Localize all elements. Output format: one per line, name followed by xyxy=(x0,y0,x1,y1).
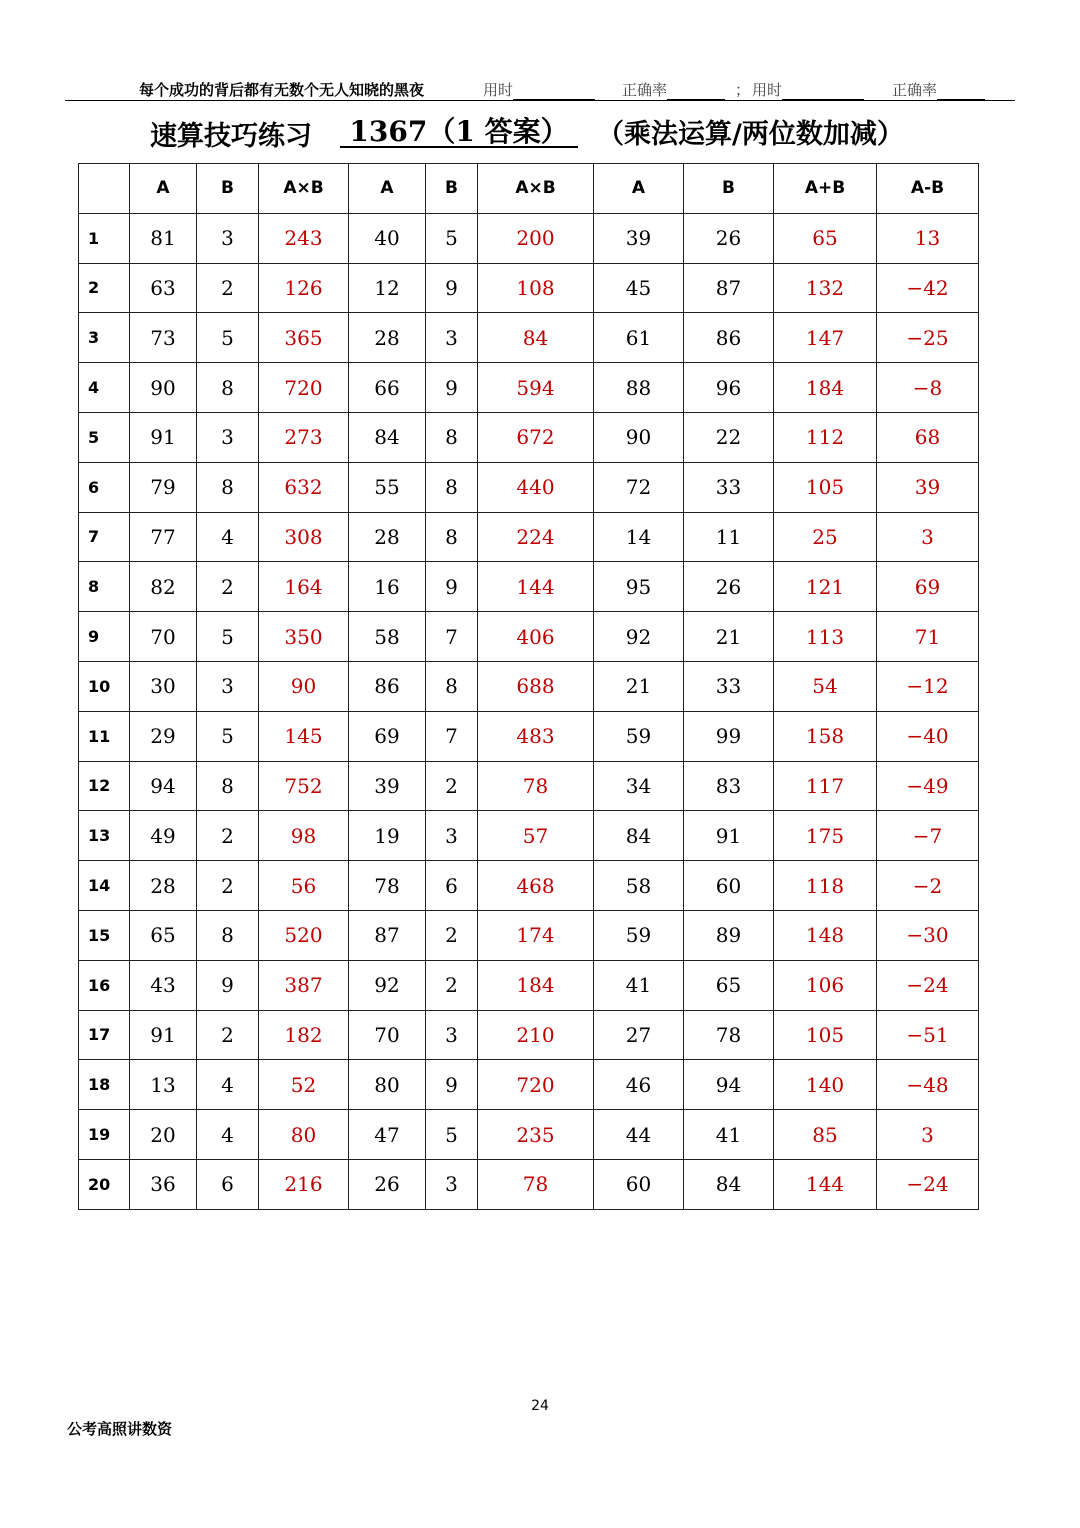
operand-cell: 5 xyxy=(426,1110,478,1160)
answer-cell: 164 xyxy=(259,562,349,612)
row-index: 9 xyxy=(79,612,130,662)
answer-cell: 632 xyxy=(259,462,349,512)
answer-cell: 483 xyxy=(478,711,594,761)
row-index: 20 xyxy=(79,1159,130,1209)
operand-cell: 8 xyxy=(426,412,478,462)
operand-cell: 87 xyxy=(684,263,774,313)
operand-cell: 28 xyxy=(349,313,426,363)
answer-cell: 126 xyxy=(259,263,349,313)
operand-cell: 39 xyxy=(594,213,684,263)
operand-cell: 60 xyxy=(684,861,774,911)
operand-cell: 3 xyxy=(426,1010,478,1060)
operand-cell: 91 xyxy=(130,412,197,462)
answer-cell: −49 xyxy=(877,761,979,811)
answer-cell: 148 xyxy=(774,910,877,960)
operand-cell: 90 xyxy=(130,363,197,413)
accuracy-field-1 xyxy=(622,79,725,100)
operand-cell: 86 xyxy=(684,313,774,363)
operand-cell: 36 xyxy=(130,1159,197,1209)
operand-cell: 45 xyxy=(594,263,684,313)
answer-cell: 57 xyxy=(478,811,594,861)
time-label-1: 用时 xyxy=(483,81,514,99)
operand-cell: 8 xyxy=(426,661,478,711)
operand-cell: 9 xyxy=(426,1060,478,1110)
accuracy-field-2 xyxy=(892,79,985,100)
row-index: 3 xyxy=(79,313,130,363)
operand-cell: 2 xyxy=(197,861,259,911)
operand-cell: 81 xyxy=(130,213,197,263)
answer-cell: −30 xyxy=(877,910,979,960)
header-rule xyxy=(65,100,1015,101)
accuracy-blank-2[interactable] xyxy=(937,85,985,100)
operand-cell: 2 xyxy=(197,1010,259,1060)
operand-cell: 73 xyxy=(130,313,197,363)
operand-cell: 63 xyxy=(130,263,197,313)
time-blank-1[interactable] xyxy=(513,85,595,100)
answer-cell: 105 xyxy=(774,1010,877,1060)
operand-cell: 39 xyxy=(349,761,426,811)
table-row xyxy=(79,1060,979,1110)
answer-cell: 113 xyxy=(774,612,877,662)
operand-cell: 65 xyxy=(130,910,197,960)
operand-cell: 96 xyxy=(684,363,774,413)
answer-cell: 65 xyxy=(774,213,877,263)
operand-cell: 14 xyxy=(594,512,684,562)
operand-cell: 8 xyxy=(426,462,478,512)
operand-cell: 8 xyxy=(197,462,259,512)
operand-cell: 2 xyxy=(426,761,478,811)
answer-cell: 90 xyxy=(259,661,349,711)
table-body xyxy=(79,213,979,1209)
row-index: 11 xyxy=(79,711,130,761)
answer-cell: 98 xyxy=(259,811,349,861)
answer-cell: 147 xyxy=(774,313,877,363)
row-index: 16 xyxy=(79,960,130,1010)
title-row xyxy=(150,110,970,154)
answer-cell: 175 xyxy=(774,811,877,861)
accuracy-label-2: 正确率 xyxy=(892,81,938,99)
answer-cell: 39 xyxy=(877,462,979,512)
accuracy-blank-1[interactable] xyxy=(667,85,725,100)
operand-cell: 61 xyxy=(594,313,684,363)
answer-cell: 365 xyxy=(259,313,349,363)
table-row xyxy=(79,811,979,861)
answer-cell: 235 xyxy=(478,1110,594,1160)
answer-cell: 25 xyxy=(774,512,877,562)
answer-cell: 468 xyxy=(478,861,594,911)
answer-cell: 182 xyxy=(259,1010,349,1060)
row-index: 2 xyxy=(79,263,130,313)
answer-cell: 273 xyxy=(259,412,349,462)
operand-cell: 47 xyxy=(349,1110,426,1160)
operand-cell: 2 xyxy=(197,263,259,313)
accuracy-label-1: 正确率 xyxy=(622,81,668,99)
answer-cell: 210 xyxy=(478,1010,594,1060)
answer-cell: 78 xyxy=(478,761,594,811)
answer-cell: 672 xyxy=(478,412,594,462)
table-row xyxy=(79,462,979,512)
operand-cell: 28 xyxy=(349,512,426,562)
operand-cell: 70 xyxy=(349,1010,426,1060)
operand-cell: 59 xyxy=(594,711,684,761)
operand-cell: 99 xyxy=(684,711,774,761)
answer-cell: 350 xyxy=(259,612,349,662)
answer-cell: 69 xyxy=(877,562,979,612)
operand-cell: 91 xyxy=(130,1010,197,1060)
table-header-row xyxy=(79,164,979,214)
operand-cell: 84 xyxy=(349,412,426,462)
row-index: 10 xyxy=(79,661,130,711)
operand-cell: 44 xyxy=(594,1110,684,1160)
column-header: A xyxy=(349,164,426,214)
table-row xyxy=(79,761,979,811)
operand-cell: 84 xyxy=(684,1159,774,1209)
row-index: 4 xyxy=(79,363,130,413)
answer-table xyxy=(78,163,979,1210)
time-field-1 xyxy=(483,79,595,100)
header-line xyxy=(65,75,1015,101)
answer-cell: −12 xyxy=(877,661,979,711)
table-row xyxy=(79,213,979,263)
operand-cell: 89 xyxy=(684,910,774,960)
answer-cell: 3 xyxy=(877,1110,979,1160)
table-row xyxy=(79,711,979,761)
operand-cell: 65 xyxy=(684,960,774,1010)
answer-cell: 174 xyxy=(478,910,594,960)
operand-cell: 33 xyxy=(684,661,774,711)
operand-cell: 6 xyxy=(426,861,478,911)
answer-cell: 84 xyxy=(478,313,594,363)
answer-cell: 224 xyxy=(478,512,594,562)
operand-cell: 2 xyxy=(426,960,478,1010)
answer-cell: 440 xyxy=(478,462,594,512)
operand-cell: 21 xyxy=(594,661,684,711)
operand-cell: 11 xyxy=(684,512,774,562)
answer-cell: 200 xyxy=(478,213,594,263)
answer-cell: 184 xyxy=(774,363,877,413)
answer-cell: 406 xyxy=(478,612,594,662)
operand-cell: 58 xyxy=(349,612,426,662)
operand-cell: 5 xyxy=(197,711,259,761)
answer-cell: 3 xyxy=(877,512,979,562)
operand-cell: 88 xyxy=(594,363,684,413)
operand-cell: 4 xyxy=(197,512,259,562)
operand-cell: 5 xyxy=(197,612,259,662)
table-row xyxy=(79,1110,979,1160)
operand-cell: 92 xyxy=(349,960,426,1010)
answer-cell: 688 xyxy=(478,661,594,711)
answer-cell: −24 xyxy=(877,960,979,1010)
answer-cell: −2 xyxy=(877,861,979,911)
answer-cell: −48 xyxy=(877,1060,979,1110)
row-index: 1 xyxy=(79,213,130,263)
time-label-2: 用时 xyxy=(752,81,783,99)
operand-cell: 78 xyxy=(349,861,426,911)
operand-cell: 21 xyxy=(684,612,774,662)
operand-cell: 84 xyxy=(594,811,684,861)
time-blank-2[interactable] xyxy=(782,85,864,100)
operand-cell: 8 xyxy=(197,910,259,960)
table-row xyxy=(79,1010,979,1060)
operand-cell: 7 xyxy=(426,612,478,662)
operand-cell: 79 xyxy=(130,462,197,512)
operand-cell: 26 xyxy=(349,1159,426,1209)
operand-cell: 4 xyxy=(197,1110,259,1160)
answer-cell: 158 xyxy=(774,711,877,761)
row-index: 13 xyxy=(79,811,130,861)
answer-cell: 13 xyxy=(877,213,979,263)
operand-cell: 58 xyxy=(594,861,684,911)
operand-cell: 90 xyxy=(594,412,684,462)
table-row xyxy=(79,910,979,960)
answer-cell: 71 xyxy=(877,612,979,662)
operand-cell: 26 xyxy=(684,562,774,612)
operand-cell: 27 xyxy=(594,1010,684,1060)
table-row xyxy=(79,960,979,1010)
row-index: 7 xyxy=(79,512,130,562)
time-field-2 xyxy=(752,79,864,100)
operand-cell: 41 xyxy=(594,960,684,1010)
operand-cell: 66 xyxy=(349,363,426,413)
operand-cell: 13 xyxy=(130,1060,197,1110)
answer-cell: 78 xyxy=(478,1159,594,1209)
operand-cell: 6 xyxy=(197,1159,259,1209)
operand-cell: 72 xyxy=(594,462,684,512)
answer-cell: 184 xyxy=(478,960,594,1010)
column-header: A+B xyxy=(774,164,877,214)
operand-cell: 16 xyxy=(349,562,426,612)
answer-cell: 106 xyxy=(774,960,877,1010)
table-row xyxy=(79,1159,979,1209)
title-subtitle: （乘法运算/两位数加减） xyxy=(597,119,904,150)
answer-cell: −42 xyxy=(877,263,979,313)
row-index: 17 xyxy=(79,1010,130,1060)
operand-cell: 78 xyxy=(684,1010,774,1060)
column-header: A-B xyxy=(877,164,979,214)
operand-cell: 3 xyxy=(426,313,478,363)
row-index: 14 xyxy=(79,861,130,911)
operand-cell: 49 xyxy=(130,811,197,861)
operand-cell: 3 xyxy=(426,1159,478,1209)
operand-cell: 69 xyxy=(349,711,426,761)
table-row xyxy=(79,512,979,562)
answer-cell: 140 xyxy=(774,1060,877,1110)
operand-cell: 94 xyxy=(684,1060,774,1110)
table-row xyxy=(79,363,979,413)
answer-cell: 132 xyxy=(774,263,877,313)
operand-cell: 30 xyxy=(130,661,197,711)
answer-cell: 243 xyxy=(259,213,349,263)
footer-source: 公考高照讲数资 xyxy=(67,1420,173,1438)
operand-cell: 5 xyxy=(197,313,259,363)
answer-cell: 720 xyxy=(478,1060,594,1110)
page-number: 24 xyxy=(531,1398,549,1414)
row-index: 8 xyxy=(79,562,130,612)
answer-cell: 720 xyxy=(259,363,349,413)
operand-cell: 22 xyxy=(684,412,774,462)
operand-cell: 77 xyxy=(130,512,197,562)
operand-cell: 43 xyxy=(130,960,197,1010)
answer-cell: −51 xyxy=(877,1010,979,1060)
answer-cell: 68 xyxy=(877,412,979,462)
separator: ； xyxy=(735,81,751,99)
operand-cell: 12 xyxy=(349,263,426,313)
answer-cell: 121 xyxy=(774,562,877,612)
table-row xyxy=(79,612,979,662)
column-header: A xyxy=(130,164,197,214)
operand-cell: 83 xyxy=(684,761,774,811)
column-header: A xyxy=(594,164,684,214)
answer-cell: 108 xyxy=(478,263,594,313)
operand-cell: 3 xyxy=(426,811,478,861)
answer-cell: 52 xyxy=(259,1060,349,1110)
operand-cell: 55 xyxy=(349,462,426,512)
row-index: 6 xyxy=(79,462,130,512)
column-header: B xyxy=(684,164,774,214)
operand-cell: 9 xyxy=(426,363,478,413)
operand-cell: 33 xyxy=(684,462,774,512)
column-header: B xyxy=(426,164,478,214)
table-row xyxy=(79,263,979,313)
answer-cell: 85 xyxy=(774,1110,877,1160)
answer-cell: 520 xyxy=(259,910,349,960)
operand-cell: 4 xyxy=(197,1060,259,1110)
row-index: 19 xyxy=(79,1110,130,1160)
operand-cell: 94 xyxy=(130,761,197,811)
operand-cell: 9 xyxy=(426,263,478,313)
operand-cell: 86 xyxy=(349,661,426,711)
table-row xyxy=(79,861,979,911)
operand-cell: 5 xyxy=(426,213,478,263)
answer-cell: 117 xyxy=(774,761,877,811)
answer-cell: 216 xyxy=(259,1159,349,1209)
operand-cell: 3 xyxy=(197,412,259,462)
answer-cell: −8 xyxy=(877,363,979,413)
answer-cell: 56 xyxy=(259,861,349,911)
answer-cell: 144 xyxy=(478,562,594,612)
operand-cell: 20 xyxy=(130,1110,197,1160)
table-row xyxy=(79,661,979,711)
answer-cell: 594 xyxy=(478,363,594,413)
title-number: 1367（1 答案） xyxy=(340,110,578,148)
answer-cell: 145 xyxy=(259,711,349,761)
answer-cell: 54 xyxy=(774,661,877,711)
operand-cell: 59 xyxy=(594,910,684,960)
row-index: 15 xyxy=(79,910,130,960)
title-main: 速算技巧练习 xyxy=(150,121,312,152)
operand-cell: 41 xyxy=(684,1110,774,1160)
answer-cell: 308 xyxy=(259,512,349,562)
operand-cell: 95 xyxy=(594,562,684,612)
answer-cell: −7 xyxy=(877,811,979,861)
operand-cell: 91 xyxy=(684,811,774,861)
answer-cell: −40 xyxy=(877,711,979,761)
operand-cell: 9 xyxy=(197,960,259,1010)
answer-cell: −25 xyxy=(877,313,979,363)
answer-cell: 752 xyxy=(259,761,349,811)
operand-cell: 70 xyxy=(130,612,197,662)
operand-cell: 34 xyxy=(594,761,684,811)
operand-cell: 80 xyxy=(349,1060,426,1110)
operand-cell: 8 xyxy=(426,512,478,562)
operand-cell: 92 xyxy=(594,612,684,662)
operand-cell: 8 xyxy=(197,761,259,811)
operand-cell: 3 xyxy=(197,213,259,263)
operand-cell: 82 xyxy=(130,562,197,612)
answer-cell: 387 xyxy=(259,960,349,1010)
operand-cell: 2 xyxy=(426,910,478,960)
column-header: B xyxy=(197,164,259,214)
table-row xyxy=(79,313,979,363)
operand-cell: 40 xyxy=(349,213,426,263)
operand-cell: 28 xyxy=(130,861,197,911)
row-index: 12 xyxy=(79,761,130,811)
answer-cell: −24 xyxy=(877,1159,979,1209)
column-header: A×B xyxy=(259,164,349,214)
operand-cell: 3 xyxy=(197,661,259,711)
answer-cell: 118 xyxy=(774,861,877,911)
operand-cell: 2 xyxy=(197,811,259,861)
table-row xyxy=(79,562,979,612)
answer-cell: 105 xyxy=(774,462,877,512)
answer-cell: 80 xyxy=(259,1110,349,1160)
column-header xyxy=(79,164,130,214)
row-index: 18 xyxy=(79,1060,130,1110)
operand-cell: 2 xyxy=(197,562,259,612)
operand-cell: 46 xyxy=(594,1060,684,1110)
operand-cell: 26 xyxy=(684,213,774,263)
table-row xyxy=(79,412,979,462)
answer-cell: 112 xyxy=(774,412,877,462)
column-header: A×B xyxy=(478,164,594,214)
operand-cell: 87 xyxy=(349,910,426,960)
operand-cell: 60 xyxy=(594,1159,684,1209)
answer-cell: 144 xyxy=(774,1159,877,1209)
row-index: 5 xyxy=(79,412,130,462)
operand-cell: 19 xyxy=(349,811,426,861)
operand-cell: 29 xyxy=(130,711,197,761)
operand-cell: 9 xyxy=(426,562,478,612)
operand-cell: 8 xyxy=(197,363,259,413)
operand-cell: 7 xyxy=(426,711,478,761)
motto-text: 每个成功的背后都有无数个无人知晓的黑夜 xyxy=(139,81,425,99)
